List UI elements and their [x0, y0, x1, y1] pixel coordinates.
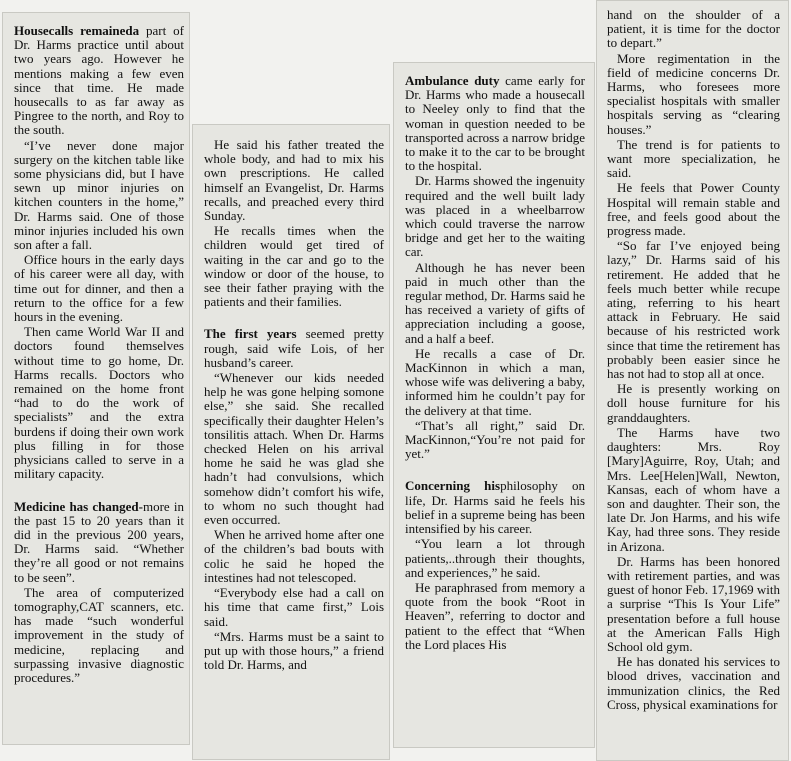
- paragraph: Concerning hisphilosophy on life, Dr. Harms said he feels his belief in a supreme being has been intensified by his career.: [405, 478, 585, 537]
- paragraph: Medicine has changed-more in the past 15 to 20 years than it did in the previous 200 years, Dr. Harms said. “Whether they’re all good or not remains to be seen”.: [14, 498, 184, 585]
- paragraph: “So far I’ve enjoyed being lazy,” Dr. Harms said of his retirement. He added that he feels much better while recupe ating, referring to his heart attack in February. He said because of his restricted work since that time the retirement has probably been easier since he has not had to stop all at once.: [607, 238, 780, 382]
- paragraph: “You learn a lot through patients,..through their thoughts, and experiences,” he said.: [405, 536, 585, 580]
- paragraph: The area of computerized tomography,CAT scanners, etc. has made “such wonderful improvement in the study of medicine, replacing and surpassing invasive diagnostic procedures.”: [14, 584, 184, 685]
- subhead-housecalls: Housecalls remaineda: [14, 23, 140, 38]
- paragraph: He is presently working on doll house furniture for his granddaughters.: [607, 381, 780, 425]
- paragraph: hand on the shoulder of a patient, it is time for the doctor to depart.”: [607, 7, 780, 51]
- paragraph: Dr. Harms has been honored with retirement parties, and was guest of honor Feb. 17,1969 with a surprise “This Is Your Life” presentation before a full house at the American Falls High School old gym.: [607, 553, 780, 654]
- paragraph: He recalls a case of Dr. MacKinnon in which a man, whose wife was delivering a baby, informed him he couldn’t pay for the delivery at that time.: [405, 345, 585, 418]
- paragraph: Dr. Harms showed the ingenuity required and the well built lady was placed in a wheelbarrow which could traverse the narrow bridge and get her to the waiting car.: [405, 173, 585, 260]
- subhead-ambulance: Ambulance duty: [405, 73, 500, 88]
- paragraph: Then came World War II and doctors found themselves without time to go home, Dr. Harms recalls. Doctors who remained on the home front “had to do the work of specialists” and the extra burdens if doing their own work plus filling in for those physicians called to serve in a military capacity.: [14, 324, 184, 482]
- paragraph: “Whenever our kids needed help he was gone helping somone else,” she said. She recalled specifically their daughter Helen’s tonsilitis attach. When Dr. Harms checked Helen on his arrival home he said he was glad she hadn’t had convulsions, which somehow didn’t comfort his wife, to whom no such thought had even occurred.: [204, 370, 384, 528]
- paragraph: He said his father treated the whole body, and had to mix his own prescriptions. He called himself an Evangelist, Dr. Harms recalls, and preached every third Sunday.: [204, 137, 384, 224]
- paragraph: When he arrived home after one of the children’s bad bouts with colic he said he hoped the intestines had not telescoped.: [204, 527, 384, 585]
- paragraph: He paraphrased from memory a quote from the book “Root in Heaven”, referring to doctor and patient to the effect that “When the Lord places His: [405, 579, 585, 652]
- paragraph: He has donated his services to blood drives, vaccination and immunization clinics, the Red Cross, physical examinations for: [607, 654, 780, 712]
- paragraph: “I’ve never done major surgery on the kitchen table like some physicians did, but I have sewn up minor injuries on kitchen counters in the home,” Dr. Harms said. One of those minor injuries included his own son after a fall.: [14, 137, 184, 253]
- subhead-medicine: Medicine has changed-: [14, 498, 143, 514]
- article-column-1: [14, 24, 184, 685]
- subhead-philosophy: Concerning his: [405, 478, 501, 494]
- paragraph: The Harms have two daughters: Mrs. Roy [Mary]Aguirre, Roy, Utah; and Mrs. Lee[Helen]Wall, Newton, Kansas, each of whom have a son and daughter. Their son, the late Dr. Jon Harms, and his wife Kay, had three sons. They reside in Arizona.: [607, 424, 780, 554]
- article-column-2: [204, 138, 384, 672]
- paragraph: “That’s all right,” said Dr. MacKinnon,“You’re not paid for yet.”: [405, 417, 585, 462]
- paragraph: He feels that Power County Hospital will remain stable and free, and feels good about the progress made.: [607, 180, 780, 239]
- paragraph: The trend is for patients to want more specialization, he said.: [607, 136, 780, 181]
- paragraph: “Mrs. Harms must be a saint to put up with those hours,” a friend told Dr. Harms, and: [204, 628, 384, 673]
- article-column-4: [607, 8, 780, 712]
- paragraph: Ambulance duty came early for Dr. Harms who made a housecall to Neeley only to find that the woman in question needed to be transported across a narrow bridge to make it to the car to be brought to the hospital.: [405, 73, 585, 174]
- article-column-3: [405, 74, 585, 652]
- paragraph: He recalls times when the children would get tired of waiting in the car and go to the window or door of the house, to see their father praying with the patients and their families.: [204, 223, 384, 310]
- paragraph: “Everybody else had a call on his time that came first,” Lois said.: [204, 585, 384, 629]
- subhead-first-years: The first years: [204, 326, 297, 342]
- paragraph: Housecalls remaineda part of Dr. Harms practice until about two years ago. However he mentions making a few even since that time. He made housecalls to as far away as Pingree to the north, and Roy to the south.: [14, 23, 184, 138]
- paragraph: The first years seemed pretty rough, said wife Lois, of her husband’s career.: [204, 326, 384, 370]
- paragraph: Office hours in the early days of his career were all day, with time out for dinner, and then a return to the office for a few hours in the evening.: [14, 252, 184, 325]
- paragraph: Although he has never been paid in much other than the regular method, Dr. Harms said he has received a variety of gifts of appreciation including a goose, and a half a beef.: [405, 259, 585, 346]
- paragraph: More regimentation in the field of medicine concerns Dr. Harms, who foresees more specialist hospitals with smaller hospitals serving as “clearing houses.”: [607, 50, 780, 137]
